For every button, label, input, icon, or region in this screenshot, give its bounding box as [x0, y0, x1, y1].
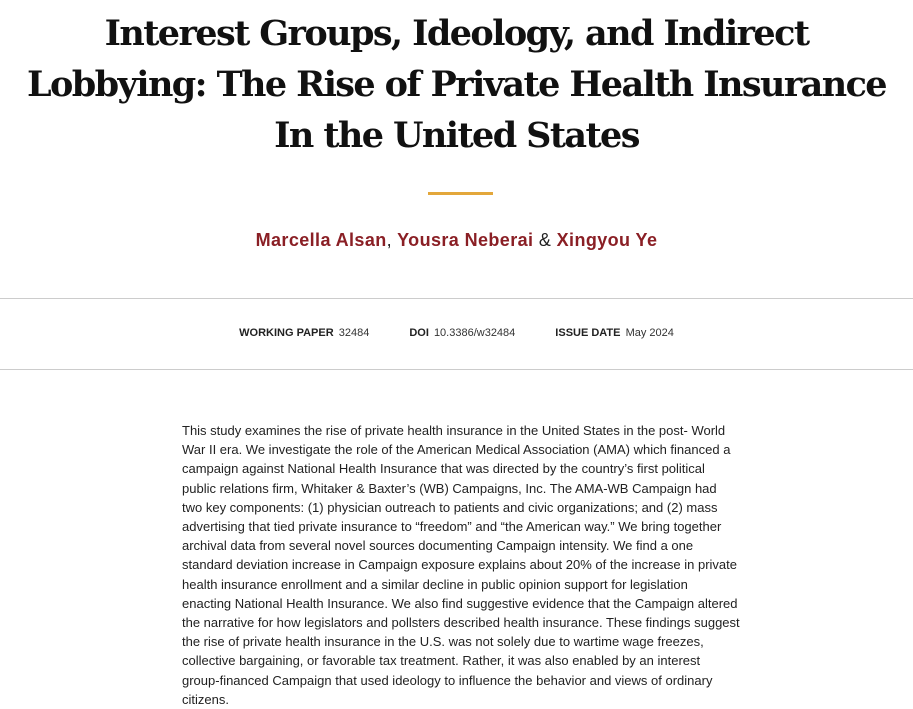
issue-date-value: May 2024: [625, 327, 674, 339]
title-line-1: Interest Groups, Ideology, and Indirect: [104, 13, 809, 54]
author-separator-comma: ,: [386, 230, 393, 250]
metadata-top-divider: [0, 298, 913, 299]
doi-label: DOI: [409, 327, 429, 339]
author-list: [0, 230, 913, 251]
author-link-neberai[interactable]: Yousra Neberai: [397, 230, 534, 250]
issue-date-label: ISSUE DATE: [555, 327, 621, 339]
doi: [409, 327, 515, 339]
paper-metadata: [0, 327, 913, 339]
accent-divider: [428, 192, 493, 195]
abstract-text: This study examines the rise of private health insurance in the United States in the post- World War II era. We investigate the role of the American Medical Association (AMA) which financed a campaign against National Health Insurance that was directed by the country’s first political public relations firm, Whitaker & Baxter’s (WB) Campaigns, Inc. The AMA-WB Campaign had two key components: (1) physician outreach to patients and civic organizations; and (2) mass advertising that tied private insurance to “freedom” and “the American way.” We bring together archival data from several novel sources documenting Campaign intensity. We find a one standard deviation increase in Campaign exposure explains about 20% of the increase in private health insurance enrollment and a similar decline in public opinion support for legislation enacting National Health Insurance. We also find suggestive evidence that the Campaign altered the narrative for how legislators and pollsters described health insurance. These findings suggest the rise of private health insurance in the U.S. was not solely due to wartime wage freezes, collective bargaining, or favorable tax treatment. Rather, it was also enabled by an interest group-financed Campaign that used ideology to influence the behavior and views of ordinary citizens.: [182, 423, 740, 707]
working-paper-number: [239, 327, 369, 339]
author-separator-ampersand: &: [538, 230, 552, 250]
issue-date: [555, 327, 674, 339]
working-paper-label: WORKING PAPER: [239, 327, 334, 339]
title-line-3: In the United States: [274, 115, 639, 156]
author-link-ye[interactable]: Xingyou Ye: [556, 230, 658, 250]
working-paper-value: 32484: [338, 327, 370, 339]
metadata-bottom-divider: [0, 369, 913, 370]
doi-value: 10.3386/w32484: [433, 327, 516, 339]
paper-title: [0, 8, 913, 161]
title-line-2: Lobbying: The Rise of Private Health Insurance: [27, 64, 886, 105]
author-link-alsan[interactable]: Marcella Alsan: [255, 230, 387, 250]
